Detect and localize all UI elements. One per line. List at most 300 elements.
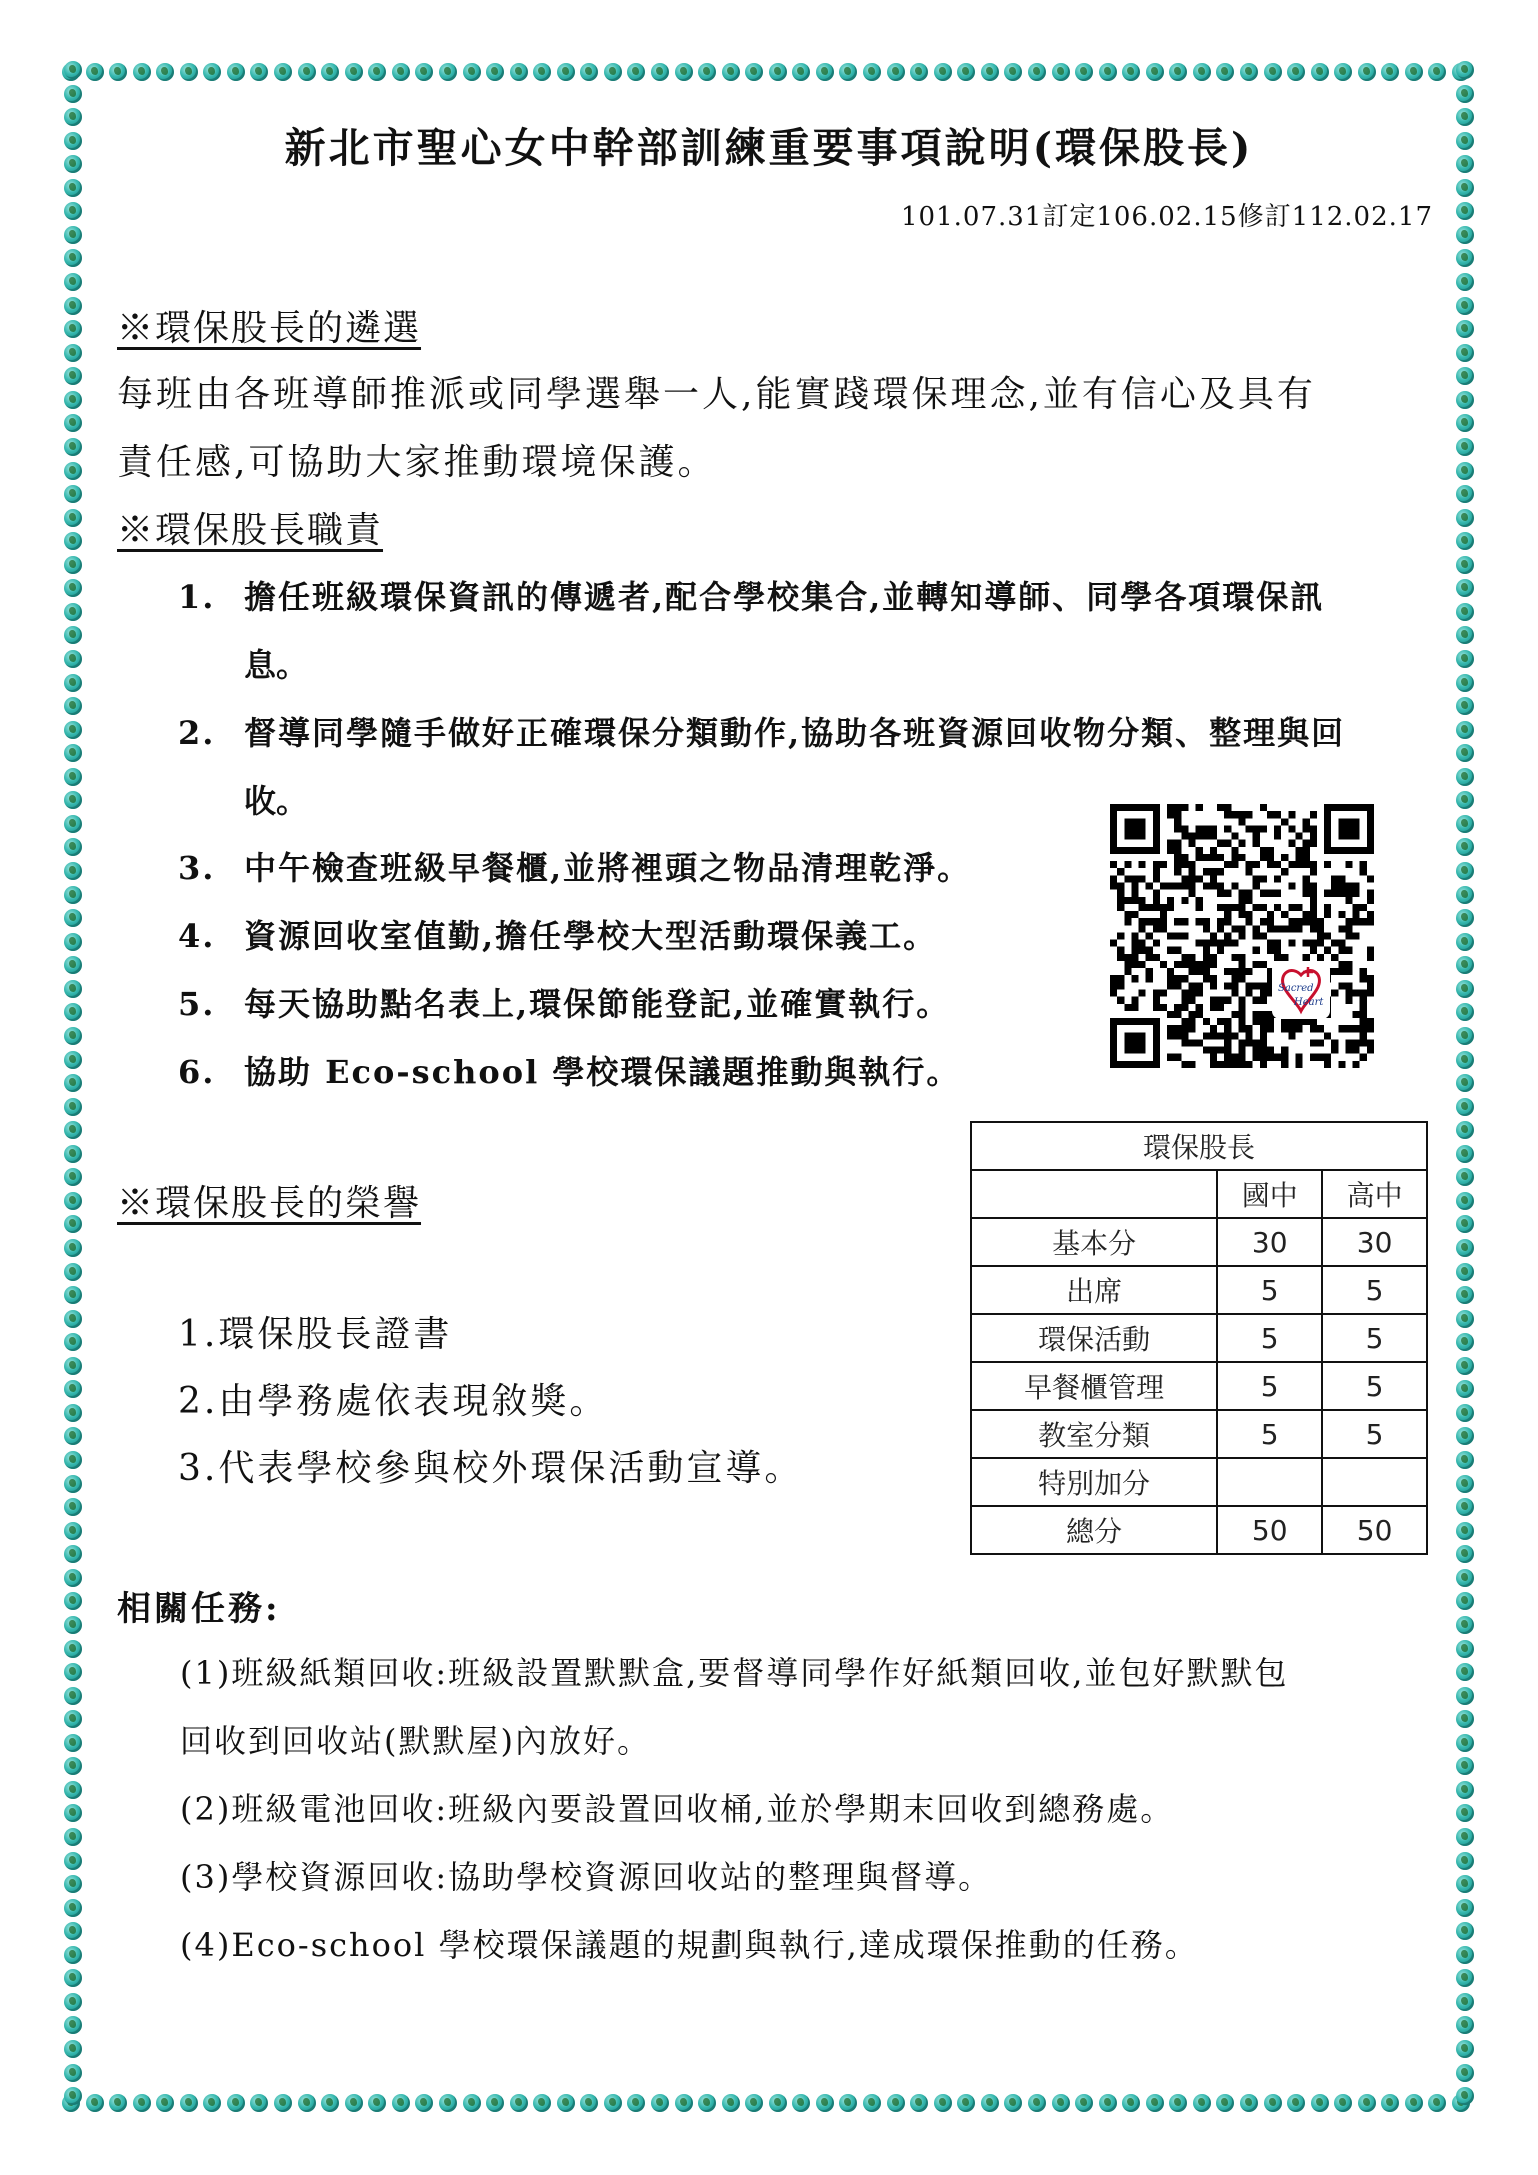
junior-score: 30 [1217,1218,1322,1266]
row-label: 教室分類 [971,1410,1217,1458]
globe-icon [1456,1404,1474,1422]
globe-icon [1456,202,1474,220]
globe-icon [627,63,645,81]
globe-icon [1428,63,1446,81]
globe-icon [64,438,82,456]
globe-icon [792,2094,810,2112]
globe-icon [64,1545,82,1563]
globe-icon [1456,1522,1474,1540]
globe-icon [698,63,716,81]
related-tasks-heading: 相關任務: [117,1589,281,1629]
row-label: 早餐櫃管理 [971,1362,1217,1410]
table-row [971,1218,1427,1266]
globe-icon [1456,956,1474,974]
globe-icon [64,1427,82,1445]
globe-icon [64,721,82,739]
globe-icon [64,1592,82,1610]
globe-icon [1456,886,1474,904]
globe-icon [1146,2094,1164,2112]
honor-item: 1.環保股長證書 [178,1314,453,1355]
table-row [971,1266,1427,1314]
globe-icon [1456,1569,1474,1587]
globe-icon [64,1498,82,1516]
globe-icon [415,2094,433,2112]
globe-icon [392,2094,410,2112]
table-row [971,1410,1427,1458]
globe-icon [1456,249,1474,267]
globe-icon [934,2094,952,2112]
globe-icon [463,2094,481,2112]
globe-icon [109,63,127,81]
globe-icon [64,603,82,621]
globe-icon [64,650,82,668]
table-row [971,1506,1427,1554]
globe-icon [64,1852,82,1870]
duty-text-continued: 息。 [244,646,309,684]
logo-text: Heart [1294,997,1324,1008]
globe-icon [64,1710,82,1728]
globe-icon [64,1663,82,1681]
selection-text-line-2: 責任感,可協助大家推動環境保護。 [117,442,717,483]
globe-icon [1456,1168,1474,1186]
globe-icon [1456,344,1474,362]
globe-icon [1405,2094,1423,2112]
globe-icon [1428,2094,1446,2112]
duty-item [178,572,1324,618]
globe-icon [415,63,433,81]
globe-icon [1216,2094,1234,2112]
selection-heading: ※環保股長的遴選 [117,308,422,349]
globe-icon [64,226,82,244]
qr-code[interactable] [1110,804,1374,1068]
globe-icon [1456,1380,1474,1398]
globe-icon [64,1310,82,1328]
honor-item: 2.由學務處依表現敘獎。 [178,1381,609,1422]
task-item: (3)學校資源回收:協助學校資源回收站的整理與督導。 [180,1858,993,1896]
table-header-row [971,1170,1427,1218]
globe-icon [1456,1427,1474,1445]
table-title-row [971,1122,1427,1170]
globe-icon [64,61,82,79]
junior-score: 5 [1217,1410,1322,1458]
globe-icon [1287,63,1305,81]
duty-item [178,979,950,1025]
globe-icon [64,532,82,550]
globe-icon [64,1074,82,1092]
table-header-senior: 高中 [1322,1170,1427,1218]
score-table [970,1121,1428,1555]
globe-icon [1456,1451,1474,1469]
globe-icon [392,63,410,81]
globe-icon [109,2094,127,2112]
globe-icon [1456,1969,1474,1987]
table-row [971,1362,1427,1410]
globe-icon [957,63,975,81]
globe-icon [321,2094,339,2112]
senior-score: 5 [1322,1314,1427,1362]
globe-icon [1122,2094,1140,2112]
globe-border-top [62,61,1476,83]
row-label: 總分 [971,1506,1217,1554]
globe-icon [64,1899,82,1917]
duty-item [178,708,1345,754]
globe-icon [64,956,82,974]
duty-number: 2. [178,714,216,752]
globe-icon [64,344,82,362]
duty-item [178,843,971,889]
globe-icon [1052,63,1070,81]
globe-icon [486,63,504,81]
globe-border-right [1454,61,1476,2114]
sacred-heart-logo [1272,961,1330,1019]
globe-icon [64,768,82,786]
globe-icon [86,2094,104,2112]
globe-icon [64,674,82,692]
senior-score: 30 [1322,1218,1427,1266]
globe-border-bottom [62,2092,1476,2114]
globe-icon [839,2094,857,2112]
globe-icon [1456,1922,1474,1940]
junior-score: 5 [1217,1362,1322,1410]
globe-icon [250,63,268,81]
globe-icon [1456,1357,1474,1375]
row-label: 基本分 [971,1218,1217,1266]
globe-icon [981,63,999,81]
globe-icon [1456,2087,1474,2105]
junior-score [1217,1458,1322,1506]
duties-heading: ※環保股長職責 [117,510,384,551]
globe-icon [227,2094,245,2112]
globe-icon [1456,1286,1474,1304]
globe-icon [1456,1781,1474,1799]
globe-icon [64,815,82,833]
globe-icon [1456,791,1474,809]
duty-number: 3. [178,849,216,887]
globe-icon [1456,509,1474,527]
duty-text: 資源回收室值勤,擔任學校大型活動環保義工。 [244,917,938,955]
globe-icon [64,1451,82,1469]
senior-score: 5 [1322,1362,1427,1410]
globe-icon [1456,1852,1474,1870]
globe-icon [1028,63,1046,81]
globe-icon [439,63,457,81]
senior-score [1322,1458,1427,1506]
senior-score: 50 [1322,1506,1427,1554]
globe-icon [1334,2094,1352,2112]
globe-icon [1311,2094,1329,2112]
globe-icon [1456,909,1474,927]
duty-number: 4. [178,917,216,955]
globe-icon [1456,1687,1474,1705]
globe-icon [64,1263,82,1281]
globe-icon [1287,2094,1305,2112]
globe-icon [64,297,82,315]
globe-icon [533,2094,551,2112]
row-label: 出席 [971,1266,1217,1314]
globe-icon [64,85,82,103]
globe-icon [64,1687,82,1705]
globe-icon [64,1475,82,1493]
globe-icon [1193,2094,1211,2112]
globe-icon [1456,414,1474,432]
globe-icon [133,63,151,81]
globe-icon [1456,85,1474,103]
globe-icon [1456,1734,1474,1752]
globe-icon [1075,63,1093,81]
globe-border-left [62,61,84,2114]
globe-icon [1456,1074,1474,1092]
globe-icon [227,63,245,81]
globe-icon [910,63,928,81]
globe-icon [1456,1498,1474,1516]
duty-text: 中午檢查班級早餐櫃,並將裡頭之物品清理乾淨。 [244,849,972,887]
globe-icon [64,1333,82,1351]
globe-icon [64,1569,82,1587]
globe-icon [64,1357,82,1375]
globe-icon [816,2094,834,2112]
globe-icon [1456,862,1474,880]
globe-icon [1122,63,1140,81]
globe-icon [64,485,82,503]
globe-icon [1456,273,1474,291]
globe-icon [1456,1616,1474,1634]
globe-icon [345,2094,363,2112]
globe-icon [1146,63,1164,81]
globe-icon [64,980,82,998]
globe-icon [1456,933,1474,951]
globe-icon [64,509,82,527]
globe-icon [1456,697,1474,715]
globe-icon [64,202,82,220]
globe-icon [1456,1993,1474,2011]
globe-icon [722,63,740,81]
globe-icon [1381,63,1399,81]
globe-icon [86,63,104,81]
globe-icon [250,2094,268,2112]
globe-icon [1456,320,1474,338]
globe-icon [1456,1828,1474,1846]
globe-icon [816,63,834,81]
junior-score: 5 [1217,1266,1322,1314]
duty-text: 督導同學隨手做好正確環保分類動作,協助各班資源回收物分類、整理與回 [244,714,1346,752]
senior-score: 5 [1322,1410,1427,1458]
junior-score: 50 [1217,1506,1322,1554]
globe-icon [1456,2016,1474,2034]
task-item-continued: 回收到回收站(默默屋)內放好。 [180,1722,651,1760]
globe-icon [1456,1239,1474,1257]
globe-icon [627,2094,645,2112]
globe-icon [1456,744,1474,762]
globe-icon [64,2016,82,2034]
globe-icon [1456,61,1474,79]
globe-icon [64,933,82,951]
globe-icon [64,1522,82,1540]
globe-icon [675,63,693,81]
globe-icon [64,791,82,809]
logo-text: Sacred [1278,983,1314,994]
globe-icon [439,2094,457,2112]
globe-icon [863,63,881,81]
globe-icon [1456,532,1474,550]
globe-icon [64,744,82,762]
globe-icon [64,391,82,409]
globe-icon [1456,438,1474,456]
globe-icon [1456,768,1474,786]
duty-text-continued: 收。 [244,782,309,820]
globe-icon [64,2064,82,2082]
globe-icon [64,1380,82,1398]
globe-icon [64,1734,82,1752]
globe-icon [156,63,174,81]
globe-icon [1456,1663,1474,1681]
table-header-junior: 國中 [1217,1170,1322,1218]
globe-icon [1193,63,1211,81]
globe-icon [64,273,82,291]
globe-icon [1456,1145,1474,1163]
globe-icon [557,2094,575,2112]
globe-icon [910,2094,928,2112]
globe-icon [887,63,905,81]
globe-icon [1169,63,1187,81]
globe-icon [863,2094,881,2112]
globe-icon [64,862,82,880]
globe-icon [64,579,82,597]
globe-icon [1099,63,1117,81]
globe-icon [1456,556,1474,574]
globe-icon [64,1051,82,1069]
globe-icon [274,2094,292,2112]
row-label: 特別加分 [971,1458,1217,1506]
selection-text-line-1: 每班由各班導師推派或同學選舉一人,能實踐環保理念,並有信心及具有 [117,374,1316,415]
globe-icon [1240,2094,1258,2112]
globe-icon [604,2094,622,2112]
globe-icon [64,886,82,904]
globe-icon [1456,1946,1474,1964]
globe-icon [1004,63,1022,81]
globe-icon [64,367,82,385]
globe-icon [64,1946,82,1964]
table-title: 環保股長 [971,1122,1427,1170]
globe-icon [1456,1475,1474,1493]
duty-text: 每天協助點名表上,環保節能登記,並確實執行。 [244,985,951,1023]
globe-icon [180,2094,198,2112]
globe-icon [1075,2094,1093,2112]
globe-icon [1456,1215,1474,1233]
globe-icon [1456,603,1474,621]
honor-item: 3.代表學校參與校外環保活動宣導。 [178,1448,804,1489]
globe-icon [64,1027,82,1045]
globe-icon [934,63,952,81]
globe-icon [604,63,622,81]
globe-icon [1456,650,1474,668]
globe-icon [1456,838,1474,856]
globe-icon [64,1804,82,1822]
globe-icon [698,2094,716,2112]
globe-icon [64,1145,82,1163]
globe-icon [1456,485,1474,503]
globe-icon [1334,63,1352,81]
globe-icon [1405,63,1423,81]
task-item: (4)Eco-school 學校環保議題的規劃與執行,達成環保推動的任務。 [180,1926,1199,1964]
globe-icon [64,909,82,927]
globe-icon [651,63,669,81]
globe-icon [321,63,339,81]
globe-icon [64,1969,82,1987]
globe-icon [64,1922,82,1940]
globe-icon [769,63,787,81]
globe-icon [1099,2094,1117,2112]
globe-icon [1456,980,1474,998]
honors-heading: ※環保股長的榮譽 [117,1183,422,1224]
table-row [971,1458,1427,1506]
globe-icon [64,462,82,480]
globe-icon [1456,1710,1474,1728]
globe-icon [1456,367,1474,385]
globe-icon [1381,2094,1399,2112]
globe-icon [1456,226,1474,244]
globe-icon [1216,63,1234,81]
globe-icon [1456,179,1474,197]
globe-icon [64,2087,82,2105]
globe-icon [64,1993,82,2011]
globe-icon [298,63,316,81]
globe-icon [298,2094,316,2112]
duty-number: 5. [178,985,216,1023]
globe-icon [745,2094,763,2112]
globe-icon [1456,579,1474,597]
row-label: 環保活動 [971,1314,1217,1362]
globe-icon [486,2094,504,2112]
globe-icon [1052,2094,1070,2112]
globe-icon [64,1192,82,1210]
globe-icon [1456,1875,1474,1893]
globe-icon [651,2094,669,2112]
globe-icon [981,2094,999,2112]
senior-score: 5 [1322,1266,1427,1314]
globe-icon [1264,63,1282,81]
globe-icon [64,414,82,432]
globe-icon [64,1215,82,1233]
document-title: 新北市聖心女中幹部訓練重要事項說明(環保股長) [284,124,1254,172]
globe-icon [1456,721,1474,739]
globe-icon [64,179,82,197]
globe-icon [1456,1757,1474,1775]
globe-icon [64,1640,82,1658]
globe-icon [1456,1545,1474,1563]
globe-icon [1169,2094,1187,2112]
globe-icon [1456,1263,1474,1281]
globe-icon [368,63,386,81]
revision-dates: 101.07.31訂定106.02.15修訂112.02.17 [901,202,1433,232]
globe-icon [1456,1098,1474,1116]
globe-icon [368,2094,386,2112]
globe-icon [1456,626,1474,644]
globe-icon [580,63,598,81]
globe-icon [1004,2094,1022,2112]
globe-icon [1456,2040,1474,2058]
globe-icon [887,2094,905,2112]
globe-icon [203,63,221,81]
globe-icon [180,63,198,81]
qr-code-pattern [1110,804,1374,1068]
globe-icon [769,2094,787,2112]
globe-icon [133,2094,151,2112]
globe-icon [1456,462,1474,480]
globe-icon [1456,2064,1474,2082]
duty-text: 擔任班級環保資訊的傳遞者,配合學校集合,並轉知導師、同學各項環保訊 [244,578,1325,616]
globe-icon [203,2094,221,2112]
globe-icon [675,2094,693,2112]
